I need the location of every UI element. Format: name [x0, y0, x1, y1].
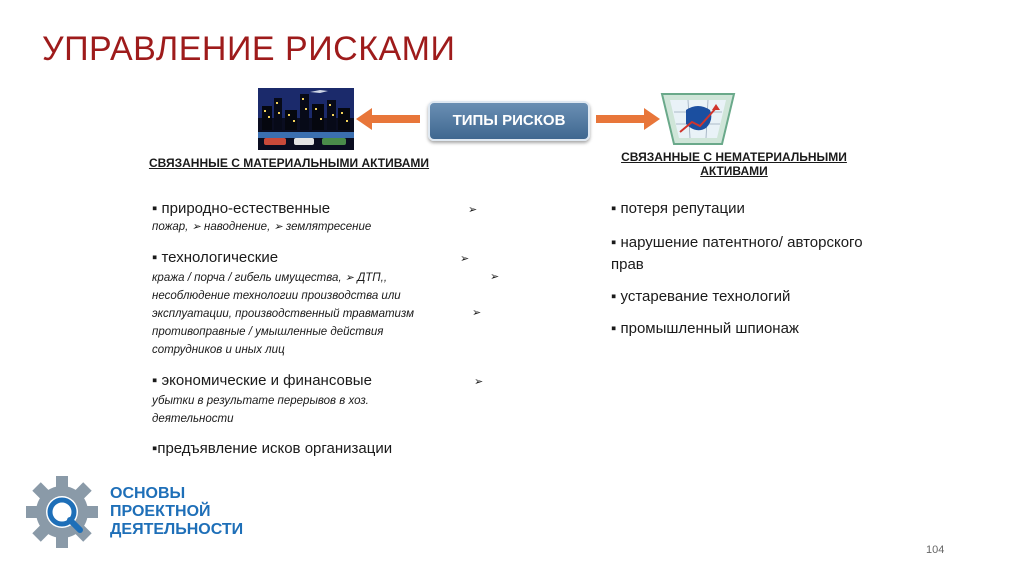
list-item-technological: ▪ технологические	[152, 249, 279, 266]
list-item-natural: ▪ природно-естественные	[152, 200, 331, 217]
city-illustration	[258, 88, 354, 150]
gear-magnifier-logo-icon	[24, 474, 100, 550]
list-item-lawsuits: ▪предъявление исков организации	[152, 440, 393, 457]
arrow-bullet-icon: ➢	[474, 376, 484, 388]
list-item-sub: пожар, ➢ наводнение, ➢ землятресение	[152, 221, 372, 233]
list-item-patent: ▪ нарушение патентного/ авторского прав	[611, 234, 863, 273]
list-item-reputation: ▪ потеря репутации	[611, 200, 745, 217]
slide-title: УПРАВЛЕНИЕ РИСКАМИ	[42, 30, 456, 68]
intangible-assets-heading: СВЯЗАННЫЕ С НЕМАТЕРИАЛЬНЫМИ АКТИВАМИ	[621, 150, 847, 178]
brand-name: ОСНОВЫ ПРОЕКТНОЙ ДЕЯТЕЛЬНОСТИ	[110, 485, 244, 538]
arrow-left-icon	[356, 108, 420, 130]
list-item-sub: убытки в результате перерывов в хоз. деятельности	[152, 395, 369, 425]
list-item-sub: кража / порча / гибель имущества, ➢ ДТП,, несоблюдение технологии производства или эксплуатации, производственный травматизм противоправные / умышленные действия сотрудников и иных лиц	[152, 272, 415, 356]
arrow-bullet-icon: ➢	[460, 253, 470, 265]
list-item-economic: ▪ экономические и финансовые	[152, 372, 372, 389]
arrow-bullet-icon: ➢	[490, 271, 500, 283]
risk-types-button[interactable]: ТИПЫ РИСКОВ	[428, 101, 590, 141]
tangible-assets-heading: СВЯЗАННЫЕ С МАТЕРИАЛЬНЫМИ АКТИВАМИ	[148, 156, 430, 170]
list-item-obsolescence: ▪ устаревание технологий	[611, 288, 791, 305]
arrow-bullet-icon: ➢	[468, 204, 478, 216]
growth-chart-emblem	[660, 92, 736, 146]
list-item-espionage: ▪ промышленный шпионаж	[611, 320, 799, 337]
arrow-bullet-icon: ➢	[472, 307, 482, 319]
arrow-right-icon	[596, 108, 660, 130]
page-number: 104	[926, 544, 945, 556]
